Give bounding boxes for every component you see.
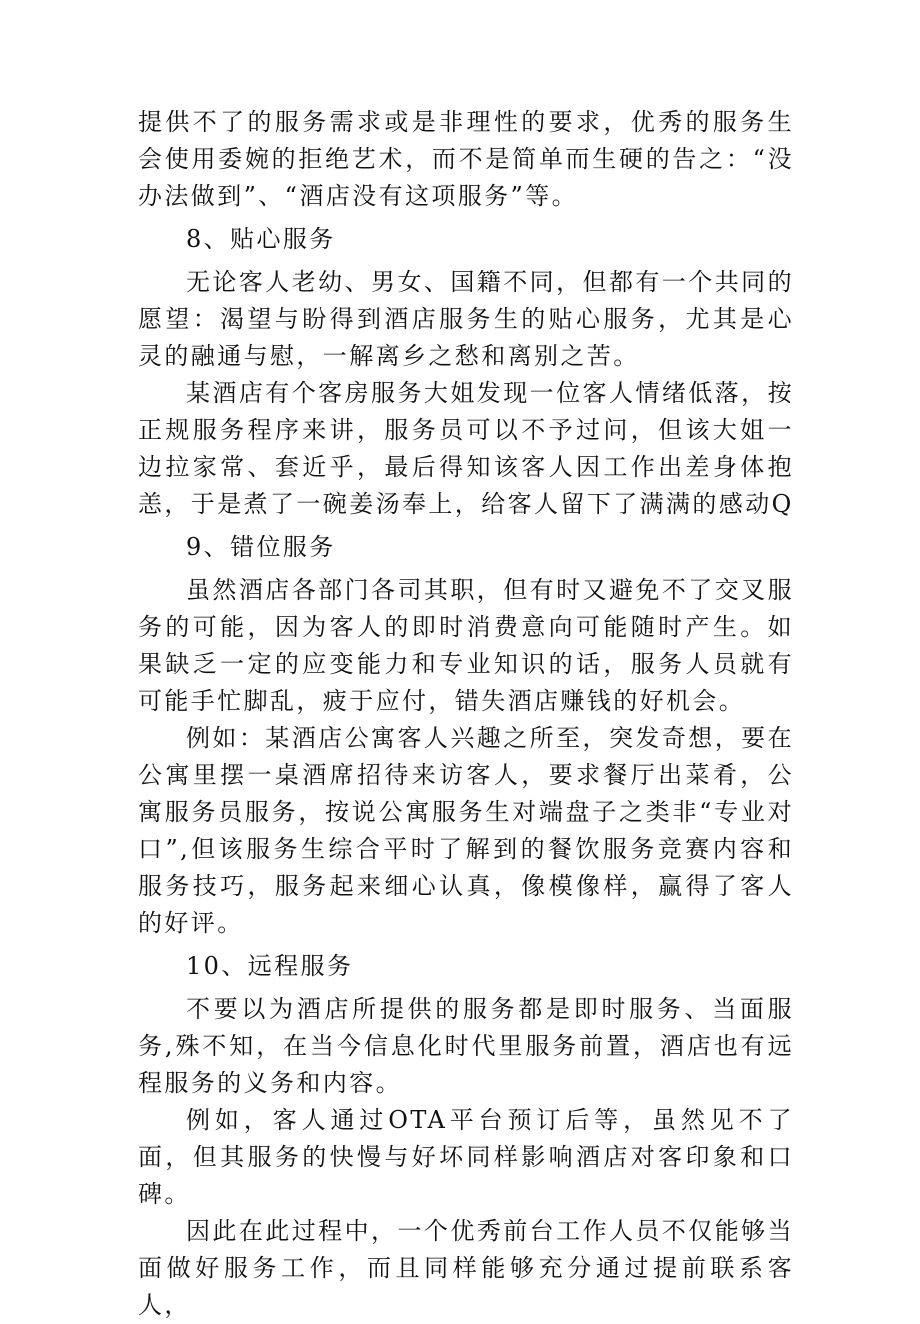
- paragraph: 某酒店有个客房服务大姐发现一位客人情绪低落，按正规服务程序来讲，服务员可以不予过问，但该大姐一边拉家常、套近乎，最后得知该客人因工作出差身体抱恙，于是煮了一碗姜汤奉上，给客人留下了满满的感动Q: [138, 379, 794, 518]
- paragraph-continuation: 提供不了的服务需求或是非理性的要求，优秀的服务生会使用委婉的拒绝艺术，而不是简单而生硬的告之：“没办法做到”、“酒店没有这项服务”等。: [138, 108, 794, 210]
- paragraph: 虽然酒店各部门各司其职，但有时又避免不了交叉服务的可能，因为客人的即时消费意向可能随时产生。如果缺乏一定的应变能力和专业知识的话，服务人员就有可能手忙脚乱，疲于应付，错失酒店赚钱的好机会。: [138, 576, 794, 715]
- paragraph: 不要以为酒店所提供的服务都是即时服务、当面服务,殊不知，在当今信息化时代里服务前置，酒店也有远程服务的义务和内容。: [138, 995, 794, 1097]
- section-heading-9: 9、错位服务: [186, 533, 336, 561]
- document-body: [138, 104, 794, 1324]
- section-heading-8: 8、贴心服务: [186, 225, 336, 253]
- paragraph: 因此在此过程中，一个优秀前台工作人员不仅能够当面做好服务工作，而且同样能够充分通过提前联系客人，: [138, 1217, 794, 1319]
- section-heading-10: 10、远程服务: [186, 952, 354, 980]
- paragraph: 无论客人老幼、男女、国籍不同，但都有一个共同的愿望：渴望与盼得到酒店服务生的贴心服务，尤其是心灵的融通与慰，一解离乡之愁和离别之苦。: [138, 268, 794, 370]
- paragraph: 例如：某酒店公寓客人兴趣之所至，突发奇想，要在公寓里摆一桌酒席招待来访客人，要求餐厅出菜肴，公寓服务员服务，按说公寓服务生对端盘子之类非“专业对口”,但该服务生综合平时了解到的餐饮服务竞赛内容和服务技巧，服务起来细心认真，像模像样，赢得了客人的好评。: [138, 724, 794, 937]
- paragraph: 例如，客人通过OTA平台预订后等，虽然见不了面，但其服务的快慢与好坏同样影响酒店对客印象和口碑。: [138, 1106, 794, 1208]
